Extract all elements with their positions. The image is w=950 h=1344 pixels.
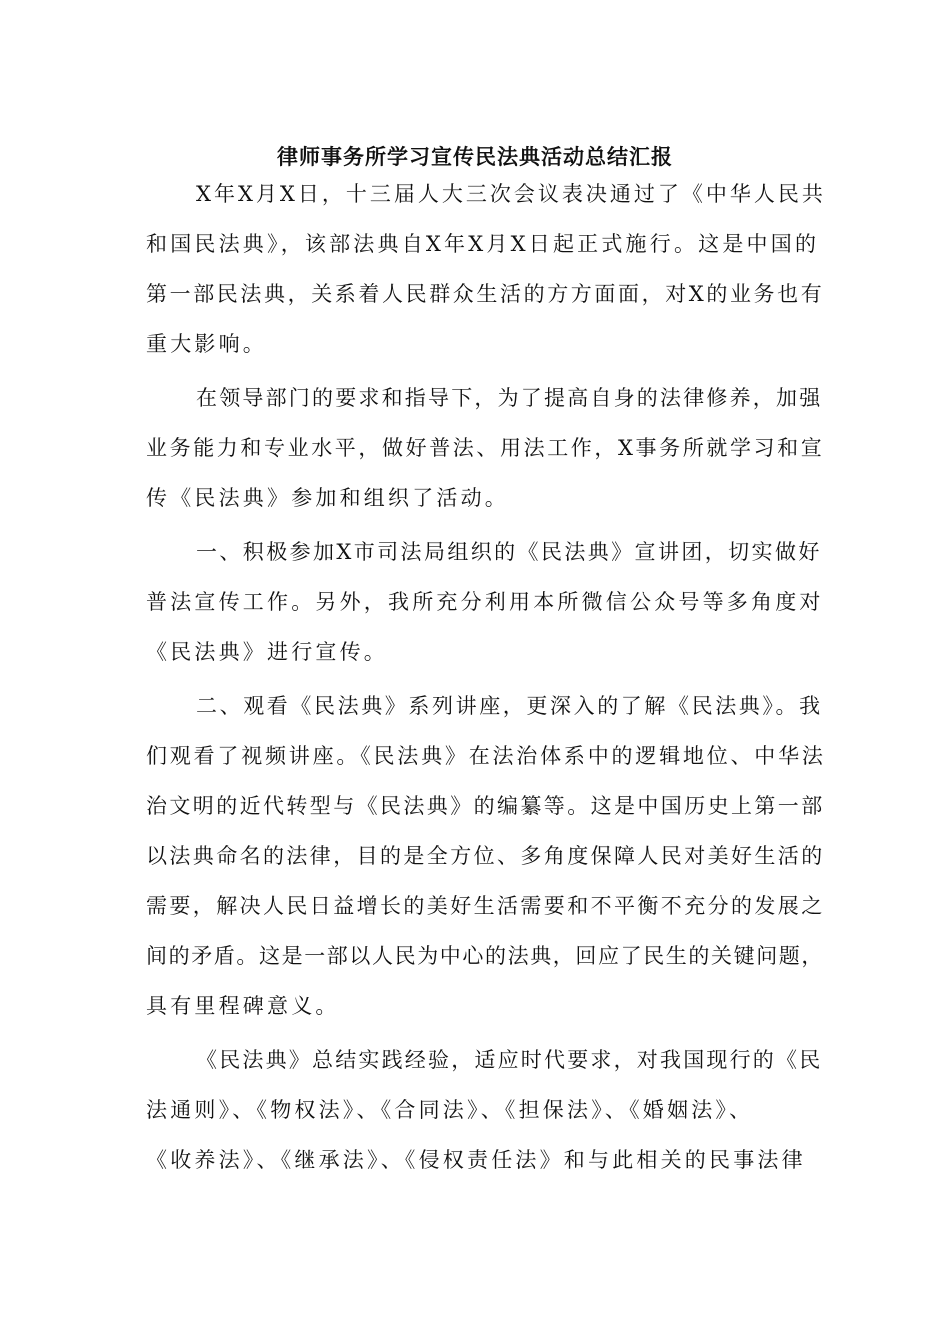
paragraph-line: 二、观看《民法典》系列讲座，更深入的了解《民法典》。我 (196, 694, 823, 718)
paragraph-line: 和国民法典》，该部法典自X年X月X日起正式施行。这是中国的 (146, 232, 820, 256)
paragraph-line: X年X月X日，十三届人大三次会议表决通过了《中华人民共 (196, 182, 826, 206)
paragraph-4 (146, 681, 826, 1031)
paragraph-line: 法通则》、《物权法》、《合同法》、《担保法》、《婚姻法》、 (146, 1098, 754, 1122)
paragraph-line: 需要，解决人民日益增长的美好生活需要和不平衡不充分的发展之 (146, 894, 825, 918)
paragraph-1 (146, 169, 826, 369)
paragraph-5 (146, 1035, 826, 1185)
document-body (146, 165, 826, 1185)
paragraph-3 (146, 527, 826, 677)
paragraph-line: 以法典命名的法律，目的是全方位、多角度保障人民对美好生活的 (146, 844, 825, 868)
paragraph-line: 第一部民法典，关系着人民群众生活的方方面面，对X的业务也有 (146, 282, 825, 306)
paragraph-line: 《民法典》总结实践经验，适应时代要求，对我国现行的《民 (196, 1048, 823, 1072)
paragraph-line: 具有里程碑意义。 (146, 994, 340, 1018)
paragraph-line: 重大影响。 (146, 332, 267, 356)
paragraph-line: 普法宣传工作。另外，我所充分利用本所微信公众号等多角度对 (146, 590, 824, 614)
paragraph-line: 业务能力和专业水平，做好普法、用法工作，X事务所就学习和宣 (146, 436, 825, 460)
paragraph-line: 《收养法》、《继承法》、《侵权责任法》和与此相关的民事法律 (146, 1148, 806, 1172)
paragraph-line: 间的矛盾。这是一部以人民为中心的法典，回应了民生的关键问题， (146, 944, 824, 968)
paragraph-line: 一、积极参加X市司法局组织的《民法典》宣讲团，切实做好 (196, 540, 822, 564)
paragraph-line: 《民法典》进行宣传。 (146, 640, 388, 664)
paragraph-line: 在领导部门的要求和指导下，为了提高自身的法律修养，加强 (196, 386, 823, 410)
paragraph-line: 治文明的近代转型与《民法典》的编纂等。这是中国历史上第一部 (146, 794, 825, 818)
paragraph-2 (146, 373, 826, 523)
paragraph-line: 们观看了视频讲座。《民法典》在法治体系中的逻辑地位、中华法 (146, 744, 826, 768)
paragraph-line: 传《民法典》参加和组织了活动。 (146, 486, 509, 510)
document-title: 律师事务所学习宣传民法典活动总结汇报 (277, 144, 673, 169)
